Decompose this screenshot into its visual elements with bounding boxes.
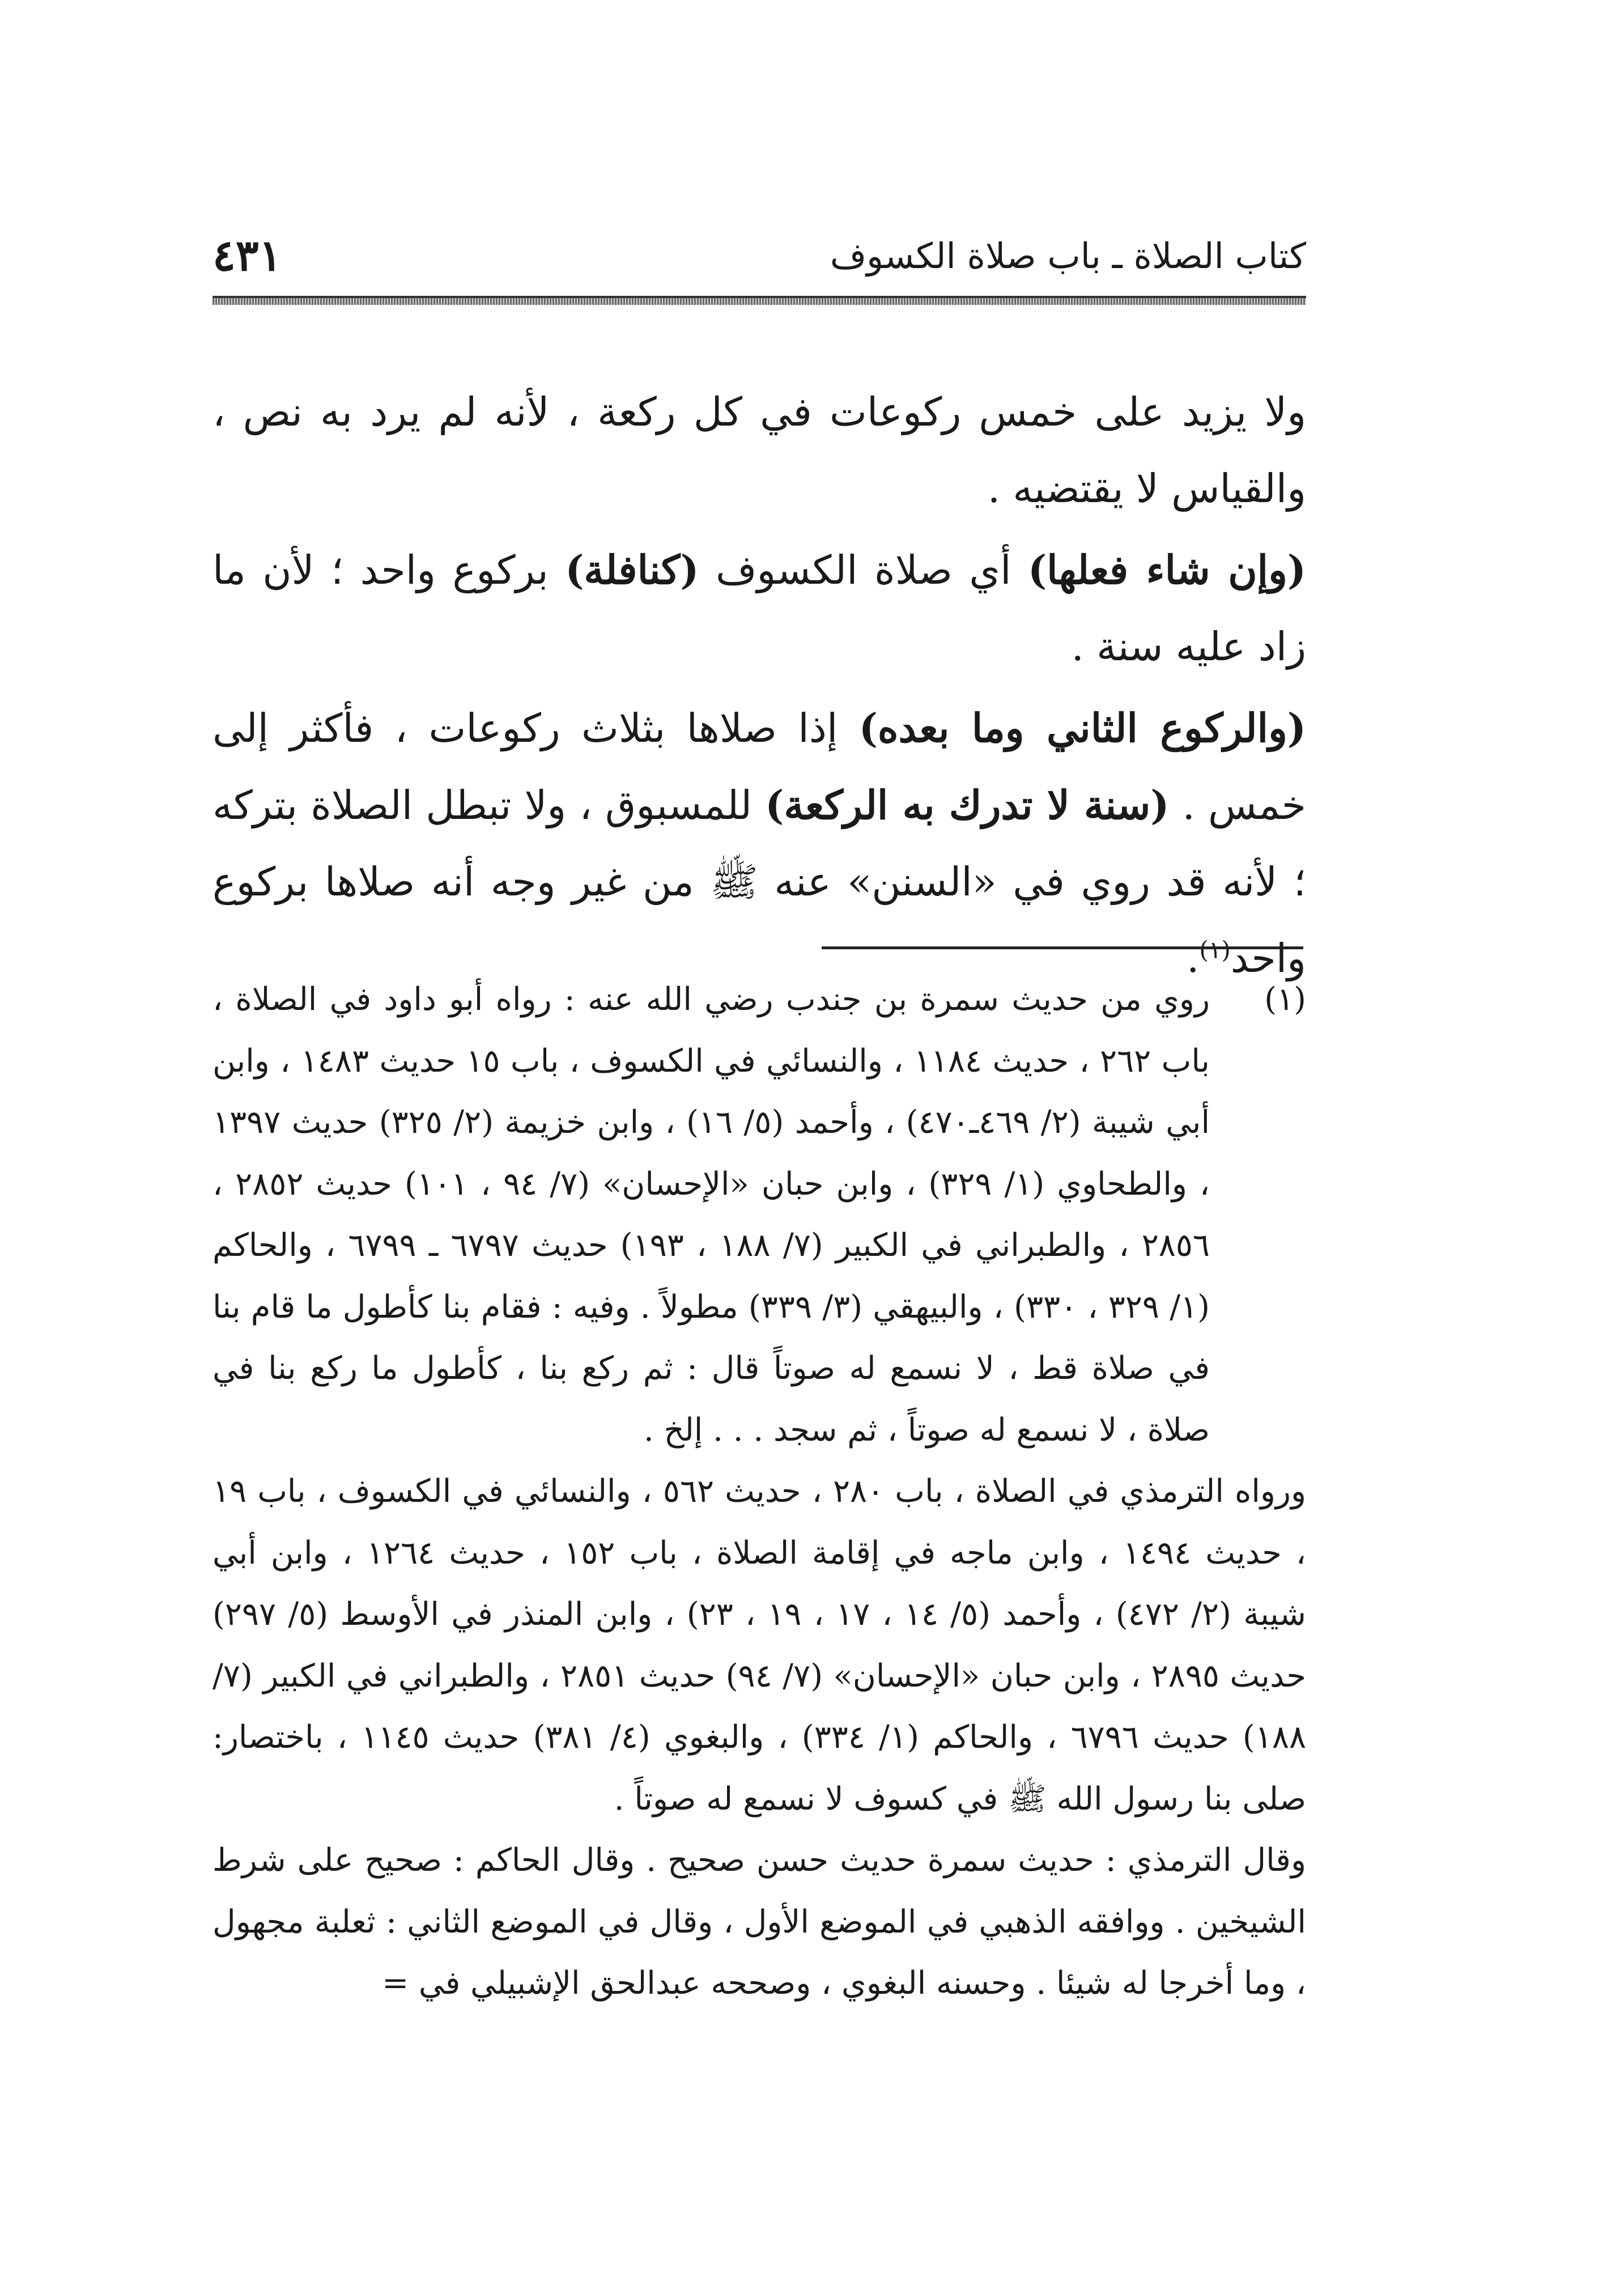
footnote-separator <box>822 946 1303 949</box>
page-number: ٤٣١ <box>212 230 282 281</box>
paragraph-3 <box>212 690 1306 997</box>
footnote-marker: (١) <box>1264 981 1306 1018</box>
main-text <box>212 374 1306 1001</box>
footnote-text: روي من حديث سمرة بن جندب رضي الله عنه : رواه أبو داود في الصلاة ، باب ٢٦٢ ، حديث ١١٨٤ ، والنسائي في الكسوف ، باب ١٥ حديث ١٤٨٣ ، وابن أبي شيبة (٢/ ٤٦٩ـ٤٧٠) ، وأحمد (٥/ ١٦) ، وابن خزيمة (٢/ ٣٢٥) حديث ١٣٩٧ ، والطحاوي (١/ ٣٢٩) ، وابن حبان «الإحسان» (٧/ ٩٤ ، ١٠١) حديث ٢٨٥٢ ، ٢٨٥٦ ، والطبراني في الكبير (٧/ ١٨٨ ، ١٩٣) حديث ٦٧٩٧ ـ ٦٧٩٩ ، والحاكم (١/ ٣٢٩ ، ٣٣٠) ، والبيهقي (٣/ ٣٣٩) مطولاً . وفيه : فقام بنا كأطول ما قام بنا في صلاة قط ، لا نسمع له صوتاً قال : ثم ركع بنا ، كأطول ما ركع بنا في صلاة ، لا نسمع له صوتاً ، ثم سجد . . . إلخ . <box>212 981 1210 1449</box>
footnote-reference[interactable]: (١) <box>1199 936 1231 964</box>
running-header <box>212 224 1306 292</box>
commentary-text: إذا صلاها بثلاث ركوعات ، فأكثر إلى خمس . <box>212 705 1306 829</box>
paragraph-2 <box>212 532 1306 685</box>
footnotes <box>212 969 1306 2015</box>
chapter-title: كتاب الصلاة ـ باب صلاة الكسوف <box>830 235 1306 277</box>
footnote-1 <box>212 969 1306 1461</box>
sentence-end: . <box>1187 935 1200 982</box>
commentary-text: أي صلاة الكسوف <box>699 547 1028 593</box>
matn-phrase: (سنة لا تدرك به الركعة) <box>765 782 1170 829</box>
matn-phrase: (كنافلة) <box>565 546 699 593</box>
header-rule <box>212 296 1306 305</box>
footnote-paragraph-3: وقال الترمذي : حديث سمرة حديث حسن صحيح . وقال الحاكم : صحيح على شرط الشيخين . ووافقه الذهبي في الموضع الأول ، وقال في الموضع الثاني : ثعلبة مجهول ، وما أخرجا له شيئا . وحسنه البغوي ، وصححه عبدالحق الإشبيلي في = <box>212 1842 1306 2002</box>
commentary-text: بركوع واحد ؛ لأن ما زاد عليه سنة . <box>212 547 1306 670</box>
footnote-paragraph-2: ورواه الترمذي في الصلاة ، باب ٢٨٠ ، حديث ٥٦٢ ، والنسائي في الكسوف ، باب ١٩ ، حديث ١٤٩٤ ، وابن ماجه في إقامة الصلاة ، باب ١٥٢ ، حديث ١٢٦٤ ، وابن أبي شيبة (٢/ ٤٧٢) ، وأحمد (٥/ ١٤ ، ١٧ ، ١٩ ، ٢٣) ، وابن المنذر في الأوسط (٥/ ٢٩٧) حديث ٢٨٩٥ ، وابن حبان «الإحسان» (٧/ ٩٤) حديث ٢٨٥١ ، والطبراني في الكبير (٧/ ١٨٨) حديث ٦٧٩٦ ، والحاكم (١/ ٣٣٤) ، والبغوي (٤/ ٣٨١) حديث ١١٤٥ ، باختصار: صلى بنا رسول الله ﷺ في كسوف لا نسمع له صوتاً . <box>212 1473 1307 1818</box>
matn-phrase: (والركوع الثاني وما بعده) <box>858 704 1306 751</box>
paragraph-1: ولا يزيد على خمس ركوعات في كل ركعة ، لأنه لم يرد به نص ، والقياس لا يقتضيه . <box>212 389 1306 512</box>
matn-phrase: (وإن شاء فعلها) <box>1028 546 1306 593</box>
commentary-text: للمسبوق ، ولا تبطل الصلاة بتركه ؛ لأنه قد روي في «السنن» عنه ﷺ من غير وجه أنه صلاها بركوع واحد <box>212 782 1306 982</box>
